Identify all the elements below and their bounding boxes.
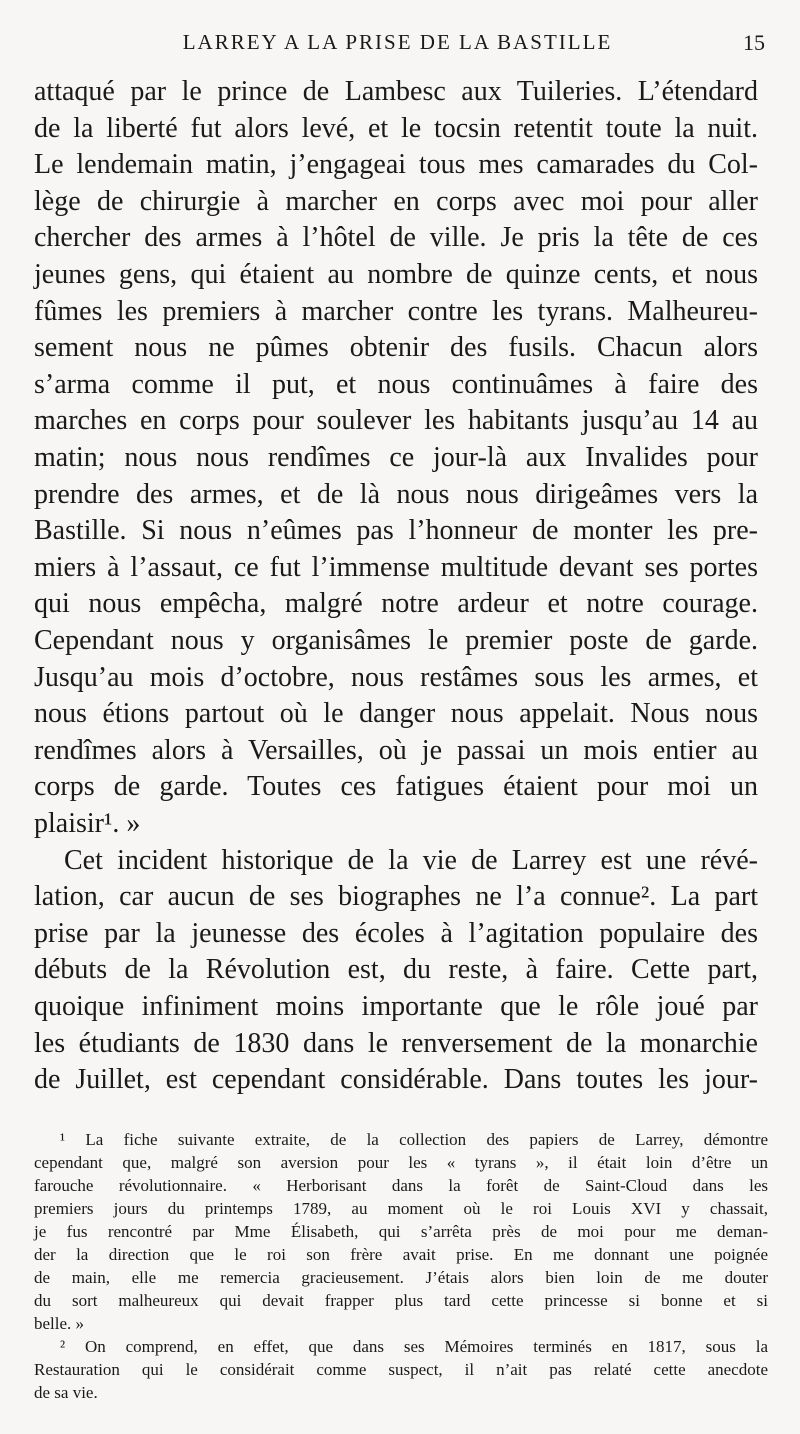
footnote-line: farouche révolutionnaire. « Herborisant dans la forêt de Saint-Cloud dans les: [34, 1176, 768, 1195]
body-line: corps de garde. Toutes ces fatigues étaient pour moi un: [34, 771, 758, 803]
footnote-line: ¹ La fiche suivante extraite, de la collection des papiers de Larrey, démontre: [60, 1130, 768, 1149]
body-line: sement nous ne pûmes obtenir des fusils. Chacun alors: [34, 332, 758, 364]
body-line: nous étions partout où le danger nous appelait. Nous nous: [34, 698, 758, 730]
body-line: jeunes gens, qui étaient au nombre de quinze cents, et nous: [34, 259, 758, 290]
body-line: Le lendemain matin, j’engageai tous mes camarades du Col-: [34, 149, 758, 181]
body-line: s’arma comme il put, et nous continuâmes à faire des: [34, 368, 758, 400]
body-line: prendre des armes, et de là nous nous dirigeâmes vers la: [34, 478, 758, 510]
body-line: miers à l’assaut, ce fut l’immense multitude devant ses portes: [34, 551, 758, 583]
body-line: matin; nous nous rendîmes ce jour-là aux Invalides pour: [34, 442, 758, 473]
body-line: Jusqu’au mois d’octobre, nous restâmes sous les armes, et: [34, 661, 758, 693]
body-line: fûmes les premiers à marcher contre les tyrans. Malheureu-: [34, 295, 758, 327]
body-line-last: plaisir¹. »: [34, 808, 141, 839]
page-number: 15: [743, 30, 765, 55]
footnote-line: der la direction que le roi son frère avait prise. En me donnant une poignée: [34, 1245, 768, 1264]
body-line: lation, car aucun de ses biographes ne l’a connue². La part: [34, 881, 758, 913]
footnote-line: premiers jours du printemps 1789, au moment où le roi Louis XVI y chassait,: [34, 1199, 768, 1218]
running-title: LARREY A LA PRISE DE LA BASTILLE: [182, 30, 613, 54]
body-line: prise par la jeunesse des écoles à l’agitation populaire des: [34, 917, 758, 949]
body-line: marches en corps pour soulever les habitants jusqu’au 14 au: [34, 405, 758, 437]
paragraph-first-line: Cet incident historique de la vie de Larrey est une révé-: [64, 844, 758, 876]
body-line: chercher des armes à l’hôtel de ville. Je pris la tête de ces: [34, 222, 758, 254]
body-line: les étudiants de 1830 dans le renversement de la monarchie: [34, 1027, 758, 1059]
footnote-line: je fus rencontré par Mme Élisabeth, qui s’arrêta près de moi pour me deman-: [34, 1222, 768, 1241]
footnote-line: du sort malheureux qui devait frapper plus tard cette princesse si bonne et si: [34, 1291, 768, 1310]
footnote-line: de main, elle me remercia gracieusement. J’étais alors bien loin de me douter: [34, 1268, 768, 1287]
body-line: lège de chirurgie à marcher en corps avec moi pour aller: [34, 185, 758, 217]
body-line: débuts de la Révolution est, du reste, à faire. Cette part,: [34, 954, 758, 986]
body-line: de la liberté fut alors levé, et le tocsin retentit toute la nuit.: [34, 112, 758, 144]
body-line: attaqué par le prince de Lambesc aux Tuileries. L’étendard: [34, 76, 758, 107]
footnote-line-last: belle. »: [34, 1314, 85, 1333]
running-head: [30, 30, 765, 58]
body-line: Bastille. Si nous n’eûmes pas l’honneur de monter les pre-: [34, 515, 758, 547]
body-line: quoique infiniment moins importante que le rôle joué par: [34, 991, 758, 1022]
footnote-line: cependant que, malgré son aversion pour les « tyrans », il était loin d’être un: [34, 1153, 768, 1172]
footnote-line: Restauration qui le considérait comme suspect, il n’ait pas relaté cette anecdote: [34, 1360, 768, 1379]
body-line: qui nous empêcha, malgré notre ardeur et notre courage.: [34, 588, 758, 620]
footnote-line: ² On comprend, en effet, que dans ses Mémoires terminés en 1817, sous la: [60, 1337, 768, 1356]
footnote-line-last: de sa vie.: [34, 1383, 98, 1402]
body-line: Cependant nous y organisâmes le premier poste de garde.: [34, 625, 758, 656]
body-line: de Juillet, est cependant considérable. Dans toutes les jour-: [34, 1064, 758, 1096]
body-line: rendîmes alors à Versailles, où je passai un mois entier au: [34, 734, 758, 766]
